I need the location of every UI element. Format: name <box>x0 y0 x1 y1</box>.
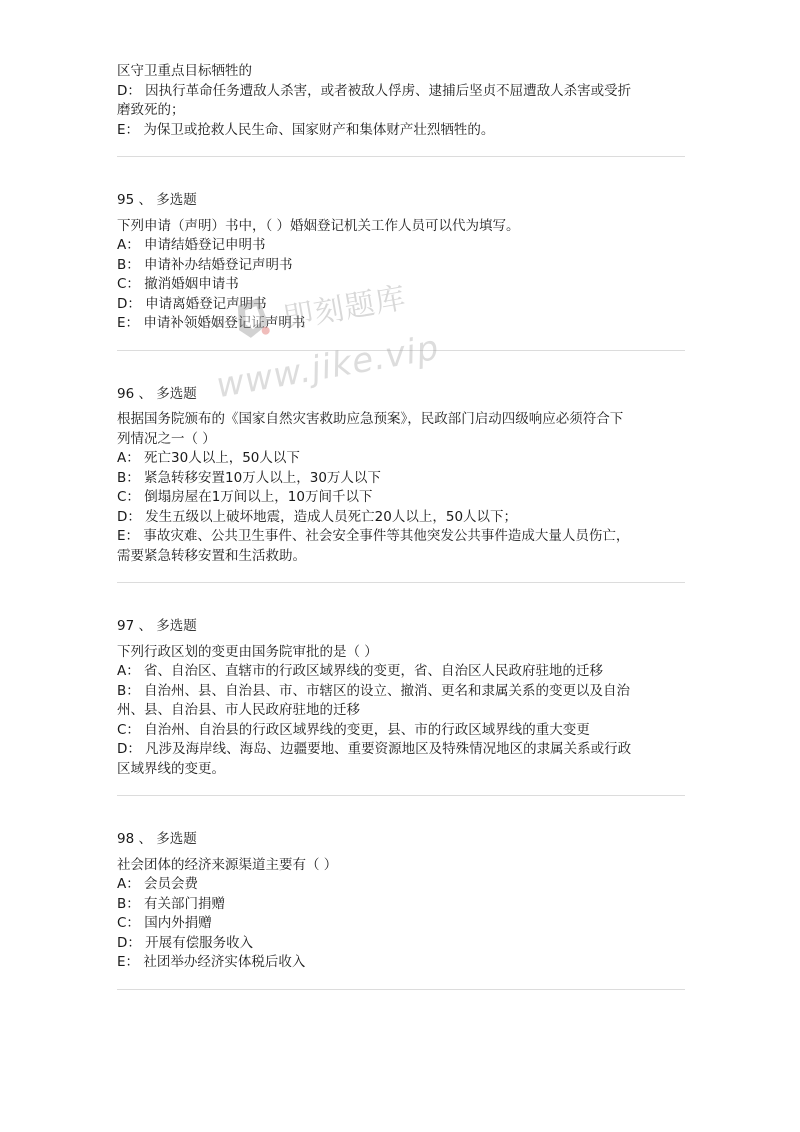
intro-line: 磨致死的； <box>117 102 185 118</box>
option-c: C： 自治州、自治县的行政区域界线的变更，县、市的行政区域界线的重大变更 <box>117 721 590 738</box>
question-header: 97 、 多选题 <box>117 618 197 634</box>
question-97 <box>117 617 685 779</box>
question-stem: 根据国务院颁布的《国家自然灾害救助应急预案》，民政部门启动四级响应必须符合下 <box>117 411 624 427</box>
divider <box>117 989 685 990</box>
option-d: 区域界线的变更。 <box>117 760 225 777</box>
option-c: C： 国内外捐赠 <box>117 915 212 931</box>
option-b: B： 有关部门捐赠 <box>117 895 226 912</box>
watermark-title: 即刻题库 <box>280 280 410 337</box>
option-e: E： 申请补领婚姻登记证声明书 <box>117 315 306 331</box>
divider <box>117 582 685 583</box>
option-b: 州、县、自治县、市人民政府驻地的迁移 <box>117 702 360 718</box>
option-c: C： 撤消婚姻申请书 <box>117 276 239 292</box>
question-96 <box>117 385 685 567</box>
question-95 <box>117 191 685 334</box>
intro-block <box>117 62 685 140</box>
divider <box>117 795 685 796</box>
option-e: E： 事故灾难、公共卫生事件、社会安全事件等其他突发公共事件造成大量人员伤亡， <box>117 528 630 544</box>
option-a: A： 会员会费 <box>117 876 199 892</box>
option-a: A： 省、自治区、直辖市的行政区域界线的变更，省、自治区人民政府驻地的迁移 <box>117 663 604 679</box>
question-stem: 社会团体的经济来源渠道主要有（ ） <box>117 856 338 873</box>
option-e: E： 社团举办经济实体税后收入 <box>117 954 306 970</box>
option-d: D： 开展有偿服务收入 <box>117 934 254 951</box>
question-stem: 下列行政区划的变更由国务院审批的是（ ） <box>117 643 378 660</box>
question-header: 95 、 多选题 <box>117 192 197 208</box>
question-stem: 列情况之一（ ） <box>117 430 216 447</box>
option-e: 需要紧急转移安置和生活救助。 <box>117 547 306 564</box>
option-d: D： 发生五级以上破坏地震，造成人员死亡20人以上，50人以下； <box>117 508 518 525</box>
option-a: A： 死亡30人以上，50人以下 <box>117 450 300 466</box>
watermark-url: www.jike.vip <box>213 327 443 407</box>
question-header: 98 、 多选题 <box>117 831 197 847</box>
question-header: 96 、 多选题 <box>117 385 197 402</box>
intro-line: E： 为保卫或抢救人民生命、国家财产和集体财产壮烈牺牲的。 <box>117 121 495 138</box>
option-d: D： 凡涉及海岸线、海岛、边疆要地、重要资源地区及特殊情况地区的隶属关系或行政 <box>117 741 632 757</box>
divider <box>117 156 685 157</box>
divider <box>117 350 685 351</box>
question-stem: 下列申请（声明）书中，（ ）婚姻登记机关工作人员可以代为填写。 <box>117 217 520 234</box>
option-b: B： 申请补办结婚登记声明书 <box>117 256 293 273</box>
intro-line: 区守卫重点目标牺牲的 <box>117 63 252 79</box>
option-b: B： 紧急转移安置10万人以上，30万人以下 <box>117 469 381 486</box>
question-98 <box>117 830 685 973</box>
option-a: A： 申请结婚登记申明书 <box>117 237 266 253</box>
option-d: D： 申请离婚登记声明书 <box>117 295 267 312</box>
option-c: C： 倒塌房屋在1万间以上，10万间千以下 <box>117 489 373 505</box>
option-b: B： 自治州、县、自治县、市、市辖区的设立、撤消、更名和隶属关系的变更以及自治 <box>117 682 631 699</box>
document-page <box>117 62 685 1024</box>
intro-line: D： 因执行革命任务遭敌人杀害，或者被敌人俘虏、逮捕后坚贞不屈遭敌人杀害或受折 <box>117 82 632 99</box>
